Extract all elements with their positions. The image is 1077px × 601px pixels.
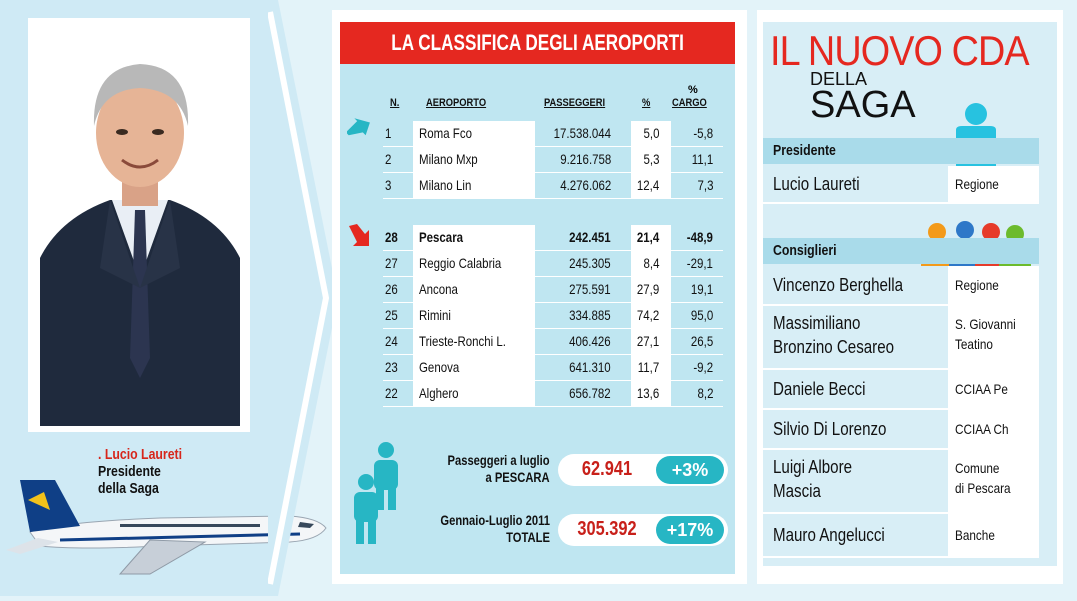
header-passeggeri: PASSEGGERI xyxy=(544,97,606,109)
header-cargo: CARGO xyxy=(672,97,707,109)
people-icon xyxy=(348,440,408,555)
stat-value: 305.392 xyxy=(577,518,637,540)
cell-n: 28 xyxy=(385,229,398,245)
cell-pct: 5,3 xyxy=(643,151,659,167)
consigliere-org: Regione xyxy=(955,277,999,293)
cell-cargo: -9,2 xyxy=(693,359,713,375)
cell-n: 27 xyxy=(385,255,398,271)
cell-pct: 27,9 xyxy=(636,281,659,297)
cell-passeggeri: 4.276.062 xyxy=(559,177,611,193)
cell-n: 22 xyxy=(385,385,398,401)
cell-passeggeri: 641.310 xyxy=(569,359,611,375)
table-row xyxy=(383,121,723,147)
presidente-org: Regione xyxy=(955,176,999,192)
consigliere-org: CCIAA Pe xyxy=(955,381,1008,397)
header-pct: % xyxy=(642,97,651,109)
cell-aeroporto: Alghero xyxy=(419,385,459,401)
portrait-photo xyxy=(40,28,240,426)
cell-aeroporto: Pescara xyxy=(419,229,464,245)
cell-aeroporto: Trieste-Ronchi L. xyxy=(419,333,506,349)
cell-passeggeri: 17.538.044 xyxy=(553,125,611,141)
cell-pct: 8,4 xyxy=(643,255,659,271)
cell-passeggeri: 406.426 xyxy=(569,333,611,349)
table-row xyxy=(383,381,723,407)
table-row xyxy=(383,147,723,173)
cell-aeroporto: Reggio Calabria xyxy=(419,255,502,271)
stat-label xyxy=(448,452,550,486)
cell-n: 23 xyxy=(385,359,398,375)
stat-label xyxy=(440,512,550,546)
cell-aeroporto: Ancona xyxy=(419,281,458,297)
presidente-header: Presidente xyxy=(763,138,1039,164)
cell-passeggeri: 245.305 xyxy=(569,255,611,271)
table-row xyxy=(383,277,723,303)
consigliere-name: Luigi Albore xyxy=(773,457,853,477)
photo-caption xyxy=(98,446,182,497)
consigliere-org-line2: Teatino xyxy=(955,336,993,352)
cell-n: 25 xyxy=(385,307,398,323)
cell-n: 24 xyxy=(385,333,398,349)
down-arrow-icon xyxy=(347,222,373,253)
consigliere-row xyxy=(763,306,1039,370)
table-row xyxy=(383,355,723,381)
stat-value: 62.941 xyxy=(581,458,633,480)
rankings-title: LA CLASSIFICA DEGLI AEROPORTI xyxy=(340,22,735,64)
consigliere-row xyxy=(763,370,1039,410)
consigliere-name-line2: Bronzino Cesareo xyxy=(773,337,895,357)
cell-cargo: -29,1 xyxy=(686,255,713,271)
cell-passeggeri: 9.216.758 xyxy=(559,151,611,167)
cell-pct: 21,4 xyxy=(636,229,659,245)
cell-cargo: 95,0 xyxy=(690,307,713,323)
consigliere-name: Massimiliano xyxy=(773,313,861,333)
caption-role: Presidente xyxy=(98,463,161,480)
header-aeroporto: AEROPORTO xyxy=(426,97,487,109)
presidente-row xyxy=(763,166,1039,204)
cda-della: DELLA xyxy=(810,69,868,89)
stat-change-badge: +17% xyxy=(656,516,724,544)
cell-aeroporto: Rimini xyxy=(419,307,451,323)
header-n: N. xyxy=(390,97,400,109)
cda-title: IL NUOVO CDA xyxy=(770,27,1029,74)
cell-cargo: -48,9 xyxy=(686,229,713,245)
stat-label-line1: Passeggeri a luglio xyxy=(447,452,550,468)
consigliere-org: CCIAA Ch xyxy=(955,421,1009,437)
table-row xyxy=(383,173,723,199)
cell-passeggeri: 656.782 xyxy=(569,385,611,401)
cell-cargo: 8,2 xyxy=(697,385,713,401)
header-cargo-pct: % xyxy=(688,84,698,96)
cell-cargo: 7,3 xyxy=(697,177,713,193)
caption-org: della Saga xyxy=(98,480,159,497)
cda-saga: SAGA xyxy=(810,84,916,126)
table-row xyxy=(383,251,723,277)
cell-cargo: 26,5 xyxy=(690,333,713,349)
cell-aeroporto: Milano Mxp xyxy=(419,151,478,167)
table-row xyxy=(383,225,723,251)
consigliere-org: S. Giovanni xyxy=(955,316,1016,332)
cell-pct: 12,4 xyxy=(636,177,659,193)
consigliere-row xyxy=(763,514,1039,558)
consigliere-name: Vincenzo Berghella xyxy=(773,275,904,295)
cell-cargo: 11,1 xyxy=(691,151,713,167)
consigliere-row xyxy=(763,450,1039,514)
cell-pct: 27,1 xyxy=(636,333,659,349)
caption-name: . Lucio Laureti xyxy=(98,446,183,463)
cell-n: 2 xyxy=(385,151,392,167)
up-arrow-icon xyxy=(347,118,373,149)
consigliere-row xyxy=(763,266,1039,306)
cell-n: 1 xyxy=(385,125,392,141)
cell-cargo: -5,8 xyxy=(693,125,713,141)
cell-aeroporto: Roma Fco xyxy=(419,125,472,141)
cell-cargo: 19,1 xyxy=(690,281,713,297)
stat-label-line2: a PESCARA xyxy=(485,469,550,485)
cell-aeroporto: Milano Lin xyxy=(419,177,472,193)
stat-change-badge: +3% xyxy=(656,456,724,484)
cell-n: 26 xyxy=(385,281,398,297)
cell-aeroporto: Genova xyxy=(419,359,460,375)
cell-passeggeri: 242.451 xyxy=(569,229,611,245)
consigliere-name: Silvio Di Lorenzo xyxy=(773,419,887,439)
consiglieri-header: Consiglieri xyxy=(763,238,1039,264)
consigliere-org: Banche xyxy=(955,527,995,543)
consigliere-name: Mauro Angelucci xyxy=(773,525,885,545)
table-row xyxy=(383,329,723,355)
cell-passeggeri: 334.885 xyxy=(569,307,611,323)
cell-n: 3 xyxy=(385,177,392,193)
consigliere-name: Daniele Becci xyxy=(773,379,866,399)
table-row xyxy=(383,303,723,329)
stat-label-line1: Gennaio-Luglio 2011 xyxy=(440,512,550,528)
stat-label-line2: TOTALE xyxy=(506,529,550,545)
consigliere-org: Comune xyxy=(955,460,1000,476)
presidente-name: Lucio Laureti xyxy=(773,174,860,194)
consigliere-name-line2: Mascia xyxy=(773,481,821,501)
consigliere-org-line2: di Pescara xyxy=(955,480,1011,496)
cell-pct: 11,7 xyxy=(637,359,659,375)
cell-passeggeri: 275.591 xyxy=(569,281,611,297)
cell-pct: 5,0 xyxy=(643,125,659,141)
cell-pct: 13,6 xyxy=(636,385,659,401)
cell-pct: 74,2 xyxy=(636,307,659,323)
consigliere-row xyxy=(763,410,1039,450)
